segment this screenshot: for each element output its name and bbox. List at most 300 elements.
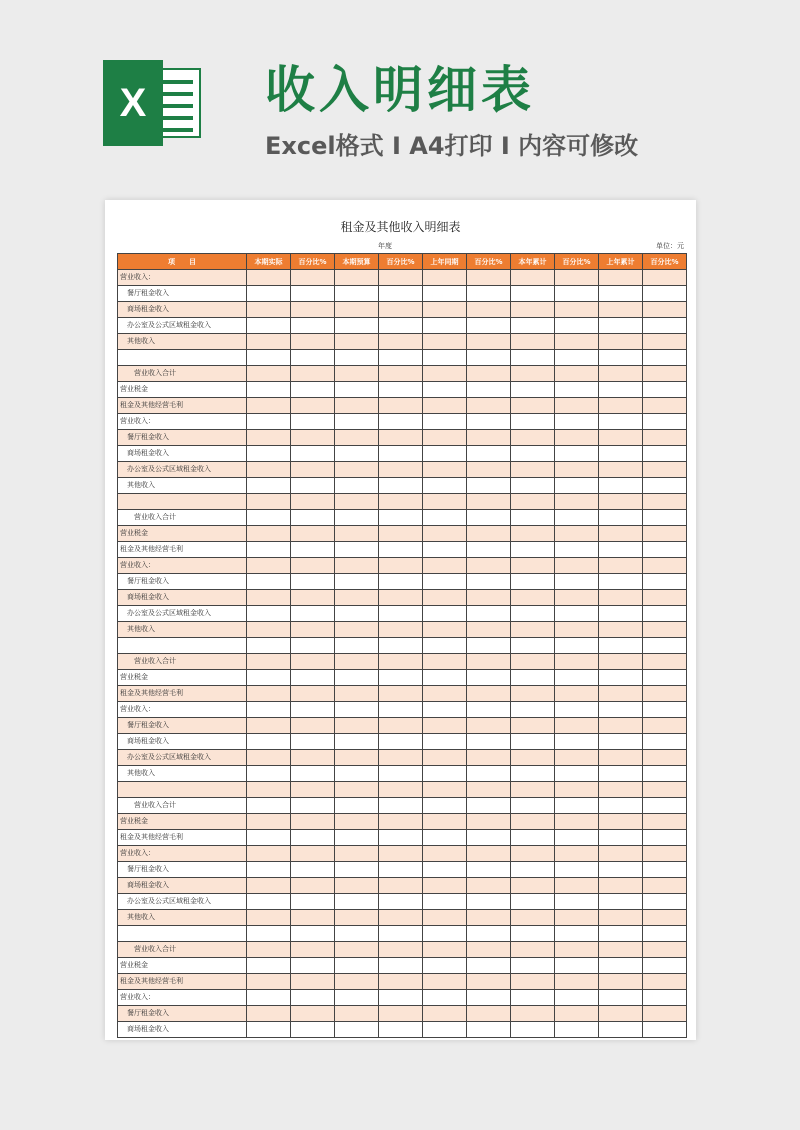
- value-cell[interactable]: [247, 718, 291, 734]
- value-cell[interactable]: [643, 798, 687, 814]
- value-cell[interactable]: [467, 766, 511, 782]
- value-cell[interactable]: [247, 606, 291, 622]
- value-cell[interactable]: [291, 414, 335, 430]
- value-cell[interactable]: [467, 446, 511, 462]
- value-cell[interactable]: [247, 926, 291, 942]
- value-cell[interactable]: [291, 942, 335, 958]
- row-label-cell[interactable]: 其他收入: [118, 334, 247, 350]
- row-label-cell[interactable]: [118, 782, 247, 798]
- value-cell[interactable]: [379, 270, 423, 286]
- value-cell[interactable]: [467, 814, 511, 830]
- value-cell[interactable]: [335, 270, 379, 286]
- value-cell[interactable]: [555, 318, 599, 334]
- value-cell[interactable]: [511, 862, 555, 878]
- value-cell[interactable]: [379, 574, 423, 590]
- value-cell[interactable]: [643, 366, 687, 382]
- value-cell[interactable]: [467, 750, 511, 766]
- value-cell[interactable]: [379, 654, 423, 670]
- value-cell[interactable]: [379, 590, 423, 606]
- value-cell[interactable]: [335, 990, 379, 1006]
- value-cell[interactable]: [599, 606, 643, 622]
- value-cell[interactable]: [467, 1022, 511, 1038]
- value-cell[interactable]: [291, 734, 335, 750]
- value-cell[interactable]: [599, 526, 643, 542]
- value-cell[interactable]: [643, 990, 687, 1006]
- value-cell[interactable]: [511, 958, 555, 974]
- value-cell[interactable]: [291, 910, 335, 926]
- value-cell[interactable]: [335, 1022, 379, 1038]
- value-cell[interactable]: [555, 894, 599, 910]
- value-cell[interactable]: [291, 558, 335, 574]
- value-cell[interactable]: [643, 878, 687, 894]
- value-cell[interactable]: [291, 814, 335, 830]
- value-cell[interactable]: [291, 462, 335, 478]
- value-cell[interactable]: [423, 750, 467, 766]
- value-cell[interactable]: [423, 270, 467, 286]
- value-cell[interactable]: [423, 638, 467, 654]
- value-cell[interactable]: [643, 782, 687, 798]
- value-cell[interactable]: [335, 958, 379, 974]
- value-cell[interactable]: [335, 622, 379, 638]
- value-cell[interactable]: [511, 926, 555, 942]
- value-cell[interactable]: [511, 558, 555, 574]
- value-cell[interactable]: [423, 830, 467, 846]
- value-cell[interactable]: [643, 686, 687, 702]
- value-cell[interactable]: [335, 414, 379, 430]
- value-cell[interactable]: [423, 414, 467, 430]
- value-cell[interactable]: [291, 494, 335, 510]
- value-cell[interactable]: [467, 478, 511, 494]
- row-label-cell[interactable]: 办公室及公式区域租金收入: [118, 750, 247, 766]
- value-cell[interactable]: [423, 366, 467, 382]
- value-cell[interactable]: [599, 574, 643, 590]
- value-cell[interactable]: [247, 862, 291, 878]
- value-cell[interactable]: [247, 670, 291, 686]
- value-cell[interactable]: [423, 670, 467, 686]
- value-cell[interactable]: [599, 654, 643, 670]
- value-cell[interactable]: [423, 702, 467, 718]
- value-cell[interactable]: [643, 302, 687, 318]
- value-cell[interactable]: [335, 638, 379, 654]
- value-cell[interactable]: [599, 814, 643, 830]
- value-cell[interactable]: [599, 382, 643, 398]
- value-cell[interactable]: [555, 942, 599, 958]
- value-cell[interactable]: [467, 910, 511, 926]
- value-cell[interactable]: [511, 606, 555, 622]
- value-cell[interactable]: [599, 414, 643, 430]
- value-cell[interactable]: [379, 1022, 423, 1038]
- value-cell[interactable]: [599, 286, 643, 302]
- value-cell[interactable]: [643, 702, 687, 718]
- value-cell[interactable]: [555, 270, 599, 286]
- value-cell[interactable]: [555, 302, 599, 318]
- value-cell[interactable]: [291, 974, 335, 990]
- value-cell[interactable]: [467, 846, 511, 862]
- row-label-cell[interactable]: 营业收入：: [118, 702, 247, 718]
- value-cell[interactable]: [643, 718, 687, 734]
- value-cell[interactable]: [379, 510, 423, 526]
- value-cell[interactable]: [643, 622, 687, 638]
- value-cell[interactable]: [643, 334, 687, 350]
- value-cell[interactable]: [599, 782, 643, 798]
- value-cell[interactable]: [291, 590, 335, 606]
- value-cell[interactable]: [643, 958, 687, 974]
- value-cell[interactable]: [511, 526, 555, 542]
- value-cell[interactable]: [599, 990, 643, 1006]
- value-cell[interactable]: [599, 766, 643, 782]
- value-cell[interactable]: [555, 430, 599, 446]
- value-cell[interactable]: [335, 782, 379, 798]
- value-cell[interactable]: [467, 798, 511, 814]
- value-cell[interactable]: [511, 398, 555, 414]
- value-cell[interactable]: [247, 910, 291, 926]
- value-cell[interactable]: [599, 830, 643, 846]
- value-cell[interactable]: [247, 542, 291, 558]
- value-cell[interactable]: [643, 382, 687, 398]
- value-cell[interactable]: [511, 478, 555, 494]
- value-cell[interactable]: [247, 286, 291, 302]
- value-cell[interactable]: [599, 958, 643, 974]
- value-cell[interactable]: [335, 814, 379, 830]
- value-cell[interactable]: [423, 942, 467, 958]
- value-cell[interactable]: [467, 622, 511, 638]
- value-cell[interactable]: [423, 510, 467, 526]
- value-cell[interactable]: [467, 558, 511, 574]
- value-cell[interactable]: [379, 958, 423, 974]
- value-cell[interactable]: [555, 750, 599, 766]
- value-cell[interactable]: [423, 1006, 467, 1022]
- value-cell[interactable]: [555, 350, 599, 366]
- value-cell[interactable]: [511, 942, 555, 958]
- value-cell[interactable]: [555, 510, 599, 526]
- value-cell[interactable]: [291, 622, 335, 638]
- row-label-cell[interactable]: 营业税金: [118, 382, 247, 398]
- row-label-cell[interactable]: 营业收入：: [118, 990, 247, 1006]
- value-cell[interactable]: [643, 494, 687, 510]
- value-cell[interactable]: [423, 382, 467, 398]
- value-cell[interactable]: [599, 894, 643, 910]
- value-cell[interactable]: [599, 926, 643, 942]
- value-cell[interactable]: [423, 734, 467, 750]
- value-cell[interactable]: [555, 654, 599, 670]
- value-cell[interactable]: [599, 974, 643, 990]
- row-label-cell[interactable]: [118, 494, 247, 510]
- value-cell[interactable]: [599, 542, 643, 558]
- row-label-cell[interactable]: 商场租金收入: [118, 1022, 247, 1038]
- value-cell[interactable]: [599, 270, 643, 286]
- value-cell[interactable]: [555, 542, 599, 558]
- value-cell[interactable]: [247, 334, 291, 350]
- value-cell[interactable]: [423, 478, 467, 494]
- value-cell[interactable]: [291, 430, 335, 446]
- value-cell[interactable]: [467, 462, 511, 478]
- value-cell[interactable]: [291, 702, 335, 718]
- value-cell[interactable]: [555, 718, 599, 734]
- value-cell[interactable]: [247, 702, 291, 718]
- value-cell[interactable]: [555, 462, 599, 478]
- value-cell[interactable]: [335, 574, 379, 590]
- value-cell[interactable]: [467, 286, 511, 302]
- value-cell[interactable]: [599, 670, 643, 686]
- row-label-cell[interactable]: 营业收入合计: [118, 510, 247, 526]
- value-cell[interactable]: [511, 846, 555, 862]
- value-cell[interactable]: [423, 302, 467, 318]
- value-cell[interactable]: [291, 542, 335, 558]
- value-cell[interactable]: [643, 670, 687, 686]
- row-label-cell[interactable]: 营业收入：: [118, 270, 247, 286]
- value-cell[interactable]: [379, 702, 423, 718]
- value-cell[interactable]: [291, 686, 335, 702]
- value-cell[interactable]: [335, 590, 379, 606]
- value-cell[interactable]: [423, 926, 467, 942]
- value-cell[interactable]: [335, 974, 379, 990]
- value-cell[interactable]: [511, 414, 555, 430]
- row-label-cell[interactable]: 租金及其他经营毛利: [118, 686, 247, 702]
- value-cell[interactable]: [555, 798, 599, 814]
- value-cell[interactable]: [467, 606, 511, 622]
- value-cell[interactable]: [291, 670, 335, 686]
- value-cell[interactable]: [247, 414, 291, 430]
- value-cell[interactable]: [335, 670, 379, 686]
- value-cell[interactable]: [379, 734, 423, 750]
- value-cell[interactable]: [599, 942, 643, 958]
- value-cell[interactable]: [555, 606, 599, 622]
- value-cell[interactable]: [511, 286, 555, 302]
- value-cell[interactable]: [467, 1006, 511, 1022]
- value-cell[interactable]: [335, 1006, 379, 1022]
- value-cell[interactable]: [511, 494, 555, 510]
- value-cell[interactable]: [379, 926, 423, 942]
- value-cell[interactable]: [247, 798, 291, 814]
- value-cell[interactable]: [247, 1022, 291, 1038]
- value-cell[interactable]: [379, 638, 423, 654]
- row-label-cell[interactable]: 营业收入合计: [118, 798, 247, 814]
- value-cell[interactable]: [247, 638, 291, 654]
- value-cell[interactable]: [599, 910, 643, 926]
- value-cell[interactable]: [643, 558, 687, 574]
- row-label-cell[interactable]: 租金及其他经营毛利: [118, 398, 247, 414]
- value-cell[interactable]: [643, 830, 687, 846]
- value-cell[interactable]: [291, 510, 335, 526]
- value-cell[interactable]: [291, 382, 335, 398]
- row-label-cell[interactable]: 营业收入：: [118, 558, 247, 574]
- value-cell[interactable]: [291, 350, 335, 366]
- value-cell[interactable]: [423, 318, 467, 334]
- value-cell[interactable]: [247, 686, 291, 702]
- value-cell[interactable]: [291, 302, 335, 318]
- row-label-cell[interactable]: 办公室及公式区域租金收入: [118, 462, 247, 478]
- value-cell[interactable]: [379, 494, 423, 510]
- value-cell[interactable]: [599, 430, 643, 446]
- value-cell[interactable]: [291, 574, 335, 590]
- value-cell[interactable]: [643, 1006, 687, 1022]
- value-cell[interactable]: [291, 766, 335, 782]
- value-cell[interactable]: [643, 478, 687, 494]
- value-cell[interactable]: [423, 462, 467, 478]
- value-cell[interactable]: [247, 526, 291, 542]
- value-cell[interactable]: [423, 398, 467, 414]
- value-cell[interactable]: [555, 574, 599, 590]
- value-cell[interactable]: [555, 558, 599, 574]
- value-cell[interactable]: [379, 990, 423, 1006]
- value-cell[interactable]: [467, 366, 511, 382]
- value-cell[interactable]: [555, 686, 599, 702]
- value-cell[interactable]: [335, 430, 379, 446]
- value-cell[interactable]: [511, 590, 555, 606]
- value-cell[interactable]: [335, 910, 379, 926]
- value-cell[interactable]: [423, 286, 467, 302]
- value-cell[interactable]: [643, 270, 687, 286]
- value-cell[interactable]: [335, 350, 379, 366]
- row-label-cell[interactable]: 办公室及公式区域租金收入: [118, 318, 247, 334]
- value-cell[interactable]: [467, 574, 511, 590]
- value-cell[interactable]: [379, 542, 423, 558]
- row-label-cell[interactable]: 营业收入：: [118, 414, 247, 430]
- value-cell[interactable]: [555, 334, 599, 350]
- value-cell[interactable]: [467, 686, 511, 702]
- row-label-cell[interactable]: 营业税金: [118, 814, 247, 830]
- value-cell[interactable]: [643, 574, 687, 590]
- value-cell[interactable]: [291, 654, 335, 670]
- value-cell[interactable]: [599, 334, 643, 350]
- value-cell[interactable]: [247, 878, 291, 894]
- value-cell[interactable]: [291, 606, 335, 622]
- value-cell[interactable]: [335, 798, 379, 814]
- row-label-cell[interactable]: 餐厅租金收入: [118, 862, 247, 878]
- value-cell[interactable]: [335, 942, 379, 958]
- value-cell[interactable]: [379, 862, 423, 878]
- value-cell[interactable]: [335, 334, 379, 350]
- value-cell[interactable]: [247, 654, 291, 670]
- value-cell[interactable]: [555, 830, 599, 846]
- value-cell[interactable]: [247, 750, 291, 766]
- row-label-cell[interactable]: 其他收入: [118, 910, 247, 926]
- value-cell[interactable]: [291, 846, 335, 862]
- value-cell[interactable]: [423, 622, 467, 638]
- value-cell[interactable]: [291, 878, 335, 894]
- value-cell[interactable]: [291, 446, 335, 462]
- value-cell[interactable]: [379, 382, 423, 398]
- value-cell[interactable]: [643, 862, 687, 878]
- value-cell[interactable]: [379, 670, 423, 686]
- value-cell[interactable]: [467, 302, 511, 318]
- value-cell[interactable]: [423, 974, 467, 990]
- value-cell[interactable]: [379, 766, 423, 782]
- row-label-cell[interactable]: 商场租金收入: [118, 590, 247, 606]
- row-label-cell[interactable]: 租金及其他经营毛利: [118, 830, 247, 846]
- value-cell[interactable]: [643, 430, 687, 446]
- value-cell[interactable]: [511, 990, 555, 1006]
- value-cell[interactable]: [467, 718, 511, 734]
- value-cell[interactable]: [599, 638, 643, 654]
- value-cell[interactable]: [643, 894, 687, 910]
- value-cell[interactable]: [423, 846, 467, 862]
- value-cell[interactable]: [555, 974, 599, 990]
- value-cell[interactable]: [335, 302, 379, 318]
- value-cell[interactable]: [291, 398, 335, 414]
- value-cell[interactable]: [423, 494, 467, 510]
- value-cell[interactable]: [643, 318, 687, 334]
- value-cell[interactable]: [599, 734, 643, 750]
- value-cell[interactable]: [643, 414, 687, 430]
- value-cell[interactable]: [467, 510, 511, 526]
- value-cell[interactable]: [291, 798, 335, 814]
- value-cell[interactable]: [467, 862, 511, 878]
- value-cell[interactable]: [335, 558, 379, 574]
- value-cell[interactable]: [247, 366, 291, 382]
- value-cell[interactable]: [247, 766, 291, 782]
- row-label-cell[interactable]: 租金及其他经营毛利: [118, 542, 247, 558]
- row-label-cell[interactable]: 办公室及公式区域租金收入: [118, 606, 247, 622]
- row-label-cell[interactable]: 餐厅租金收入: [118, 1006, 247, 1022]
- value-cell[interactable]: [335, 606, 379, 622]
- value-cell[interactable]: [467, 638, 511, 654]
- value-cell[interactable]: [335, 894, 379, 910]
- value-cell[interactable]: [511, 814, 555, 830]
- value-cell[interactable]: [379, 446, 423, 462]
- value-cell[interactable]: [555, 766, 599, 782]
- row-label-cell[interactable]: [118, 926, 247, 942]
- value-cell[interactable]: [423, 574, 467, 590]
- value-cell[interactable]: [555, 958, 599, 974]
- value-cell[interactable]: [247, 974, 291, 990]
- value-cell[interactable]: [379, 830, 423, 846]
- value-cell[interactable]: [291, 926, 335, 942]
- value-cell[interactable]: [335, 878, 379, 894]
- row-label-cell[interactable]: [118, 350, 247, 366]
- value-cell[interactable]: [291, 894, 335, 910]
- value-cell[interactable]: [555, 814, 599, 830]
- value-cell[interactable]: [423, 686, 467, 702]
- value-cell[interactable]: [511, 318, 555, 334]
- value-cell[interactable]: [467, 526, 511, 542]
- value-cell[interactable]: [423, 910, 467, 926]
- value-cell[interactable]: [247, 1006, 291, 1022]
- value-cell[interactable]: [423, 542, 467, 558]
- value-cell[interactable]: [335, 750, 379, 766]
- value-cell[interactable]: [423, 350, 467, 366]
- value-cell[interactable]: [511, 654, 555, 670]
- value-cell[interactable]: [511, 382, 555, 398]
- value-cell[interactable]: [555, 1006, 599, 1022]
- value-cell[interactable]: [643, 526, 687, 542]
- value-cell[interactable]: [555, 910, 599, 926]
- value-cell[interactable]: [335, 478, 379, 494]
- value-cell[interactable]: [599, 1022, 643, 1038]
- value-cell[interactable]: [247, 478, 291, 494]
- row-label-cell[interactable]: 营业税金: [118, 958, 247, 974]
- value-cell[interactable]: [555, 366, 599, 382]
- value-cell[interactable]: [379, 910, 423, 926]
- value-cell[interactable]: [247, 558, 291, 574]
- value-cell[interactable]: [643, 734, 687, 750]
- value-cell[interactable]: [247, 830, 291, 846]
- value-cell[interactable]: [467, 990, 511, 1006]
- value-cell[interactable]: [291, 526, 335, 542]
- value-cell[interactable]: [423, 654, 467, 670]
- value-cell[interactable]: [511, 878, 555, 894]
- value-cell[interactable]: [599, 478, 643, 494]
- value-cell[interactable]: [511, 910, 555, 926]
- value-cell[interactable]: [511, 750, 555, 766]
- row-label-cell[interactable]: 营业税金: [118, 670, 247, 686]
- value-cell[interactable]: [335, 654, 379, 670]
- value-cell[interactable]: [467, 734, 511, 750]
- value-cell[interactable]: [291, 1022, 335, 1038]
- value-cell[interactable]: [511, 430, 555, 446]
- value-cell[interactable]: [555, 990, 599, 1006]
- value-cell[interactable]: [467, 830, 511, 846]
